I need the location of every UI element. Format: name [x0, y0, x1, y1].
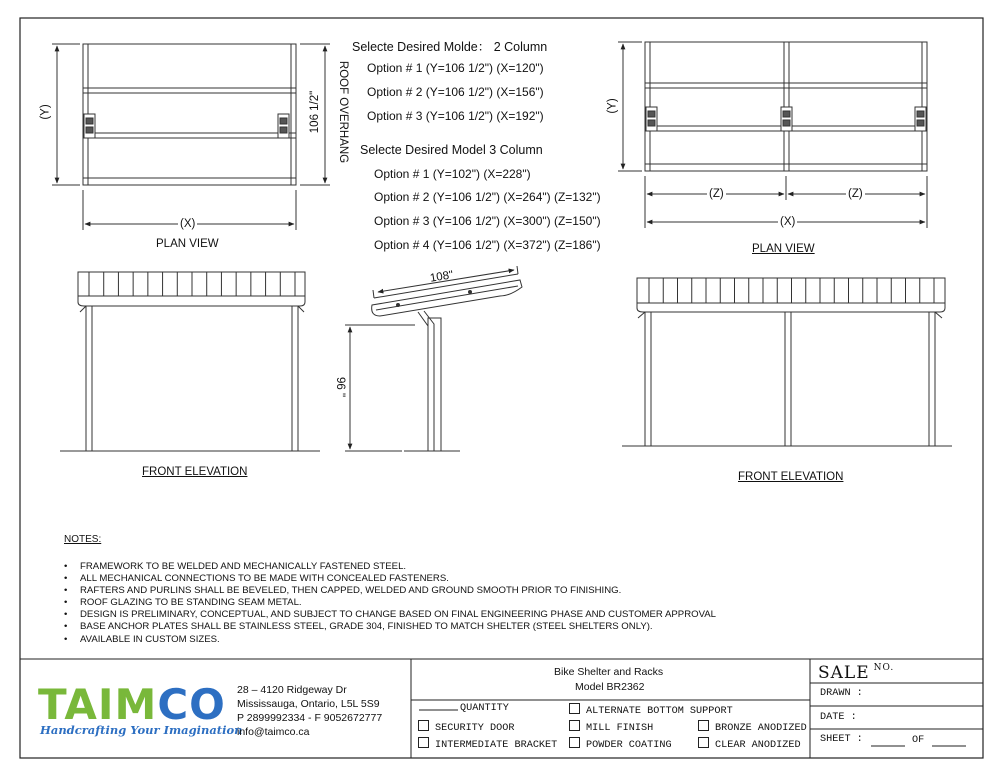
note-item: • FRAMEWORK TO BE WELDED AND MECHANICALLY FASTENED STEEL.: [64, 561, 716, 573]
option-security-door[interactable]: [418, 720, 514, 734]
checkbox[interactable]: [418, 720, 429, 731]
sale-label: SALE: [818, 663, 870, 683]
front-elevation-label-2col: FRONT ELEVATION: [142, 466, 248, 478]
company-logo: [38, 680, 226, 729]
plan-view-2col: [52, 44, 330, 230]
notes-title: NOTES:: [64, 534, 102, 545]
no-label: NO.: [873, 663, 895, 673]
sale-no: [818, 663, 894, 683]
option-bronze-anodized[interactable]: [698, 720, 807, 734]
model-3col-title: Selecte Desired Model 3 Column: [360, 143, 543, 157]
product-name: Bike Shelter and Racks: [554, 666, 664, 678]
dim-roof-height: 106 1/2": [309, 90, 322, 134]
note-item: • BASE ANCHOR PLATES SHALL BE STAINLESS STEEL, GRADE 304, FINISHED TO MATCH SHELTER (STEEL SHELTERS ONLY).: [64, 621, 716, 633]
checkbox[interactable]: [569, 737, 580, 748]
dim-x-3col: (X): [780, 216, 796, 228]
option-label: ALTERNATE BOTTOM SUPPORT: [586, 706, 733, 717]
logo-part-2: CO: [157, 680, 226, 729]
option-alternate-bottom-support[interactable]: [569, 703, 733, 717]
company-tagline: Handcrafting Your Imagination: [40, 723, 243, 737]
option-3col-2: Option # 2 (Y=106 1/2") (X=264") (Z=132"): [374, 190, 601, 204]
option-label: BRONZE ANODIZED: [715, 723, 807, 734]
option-3col-3: Option # 3 (Y=106 1/2") (X=300") (Z=150"): [374, 214, 601, 228]
option-label: POWDER COATING: [586, 740, 672, 751]
front-elevation-2col: [60, 272, 320, 451]
checkbox[interactable]: [569, 720, 580, 731]
option-label: SECURITY DOOR: [435, 723, 515, 734]
option-intermediate-bracket[interactable]: [418, 737, 557, 751]
note-item: • RAFTERS AND PURLINS SHALL BE BEVELED, THEN CAPPED, WELDED AND GROUND SMOOTH PRIOR TO FINISHING.: [64, 585, 716, 597]
option-3col-1: Option # 1 (Y=102") (X=228"): [374, 167, 531, 181]
dim-side-length: 108": [429, 269, 455, 285]
option-3col-4: Option # 4 (Y=106 1/2") (X=372") (Z=186"): [374, 238, 601, 252]
date-label: DATE :: [820, 712, 857, 723]
drawing-border: [20, 18, 983, 758]
plan-view-label-2col: PLAN VIEW: [156, 238, 219, 250]
option-label: MILL FINISH: [586, 723, 654, 734]
quantity-label: QUANTITY: [460, 703, 509, 714]
checkbox[interactable]: [569, 703, 580, 714]
note-item: • AVAILABLE IN CUSTOM SIZES.: [64, 634, 716, 646]
option-mill-finish[interactable]: [569, 720, 653, 734]
dim-y-3col: (Y): [606, 98, 619, 114]
option-powder-coating[interactable]: [569, 737, 672, 751]
checkbox[interactable]: [698, 737, 709, 748]
of-label: OF: [912, 735, 925, 746]
option-2col-3: Option # 3 (Y=106 1/2") (X=192"): [367, 109, 544, 123]
product-model: Model BR2362: [575, 681, 645, 693]
dim-x-2col: (X): [180, 218, 196, 230]
plan-view-label-3col: PLAN VIEW: [752, 243, 815, 255]
option-label: CLEAR ANODIZED: [715, 740, 801, 751]
note-item: • DESIGN IS PRELIMINARY, CONCEPTUAL, AND SUBJECT TO CHANGE BASED ON FINAL ENGINEERING PHASE AND CUSTOMER APPROVAL: [64, 609, 716, 621]
model-2col-title: Selecte Desired Molde： 2 Column: [352, 40, 548, 54]
option-2col-1: Option # 1 (Y=106 1/2") (X=120"): [367, 61, 544, 75]
drawn-label: DRAWN :: [820, 688, 863, 699]
note-item: • ALL MECHANICAL CONNECTIONS TO BE MADE WITH CONCEALED FASTENERS.: [64, 573, 716, 585]
dim-z-left: (Z): [709, 188, 724, 200]
sheet-label: SHEET :: [820, 734, 863, 745]
dim-z-right: (Z): [848, 188, 863, 200]
option-2col-2: Option # 2 (Y=106 1/2") (X=156"): [367, 85, 544, 99]
front-elevation-3col: [622, 278, 952, 446]
dim-side-height: 96 ": [334, 376, 347, 398]
front-elevation-label-3col: FRONT ELEVATION: [738, 471, 844, 483]
side-elevation: [345, 266, 522, 451]
company-phone: P 2899992334 - F 9052672777: [237, 712, 383, 724]
notes-list: [64, 561, 716, 646]
logo-part-1: TAIM: [38, 680, 158, 729]
company-address-1: 28 – 4120 Ridgeway Dr: [237, 684, 347, 696]
plan-view-3col: [618, 42, 927, 228]
option-clear-anodized[interactable]: [698, 737, 801, 751]
dim-y-2col: (Y): [39, 104, 52, 120]
company-email: info@taimco.ca: [237, 726, 310, 738]
dim-roof-overhang: ROOF OVERHANG: [337, 60, 350, 164]
note-item: • ROOF GLAZING TO BE STANDING SEAM METAL.: [64, 597, 716, 609]
checkbox[interactable]: [418, 737, 429, 748]
option-label: INTERMEDIATE BRACKET: [435, 740, 558, 751]
checkbox[interactable]: [698, 720, 709, 731]
company-address-2: Mississauga, Ontario, L5L 5S9: [237, 698, 380, 710]
